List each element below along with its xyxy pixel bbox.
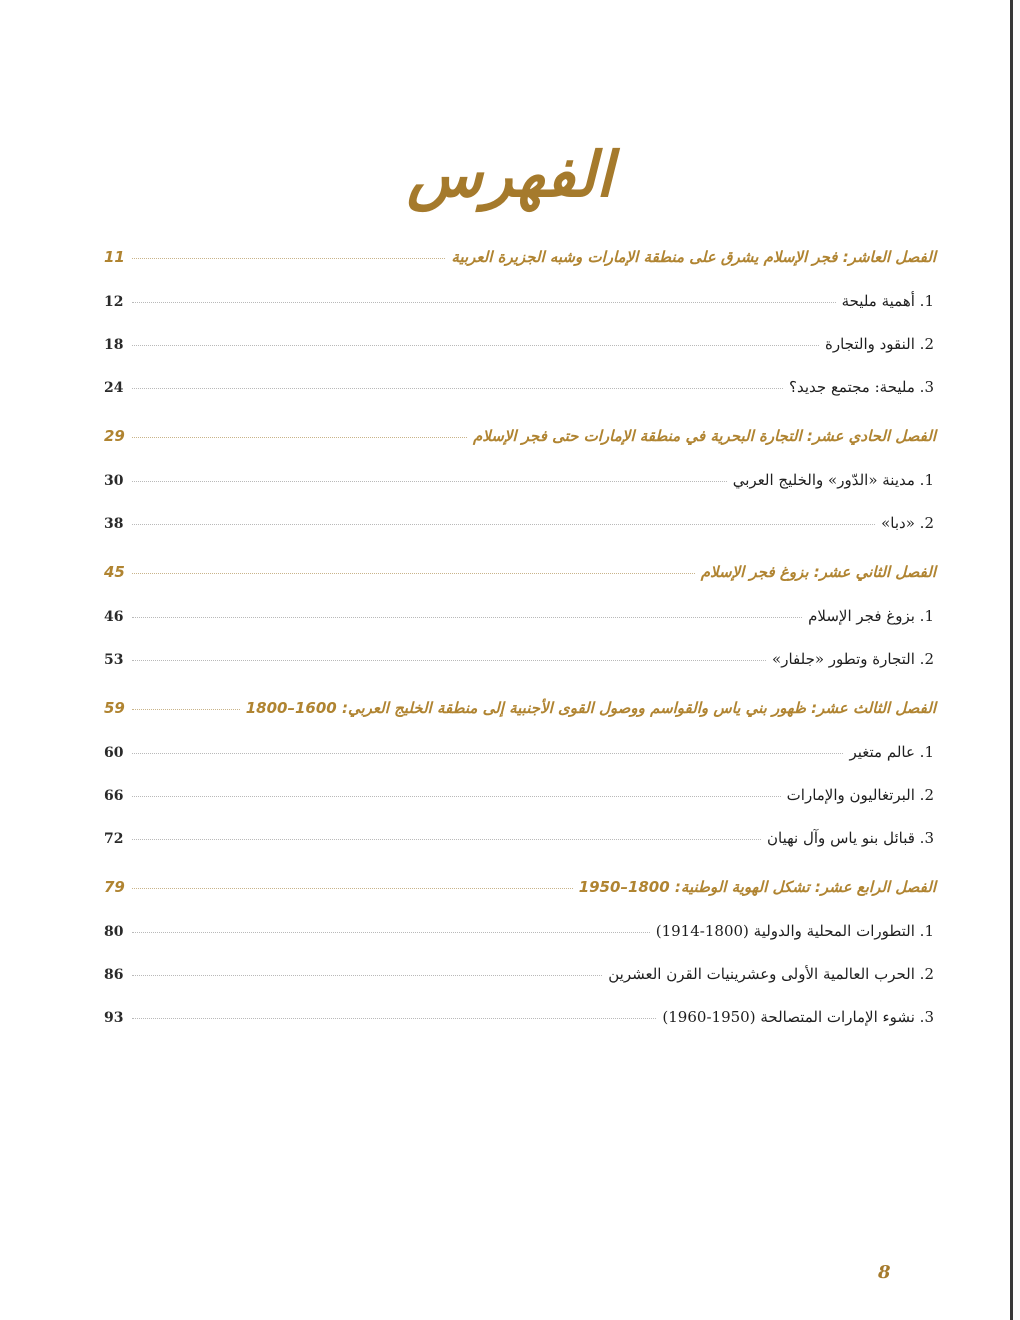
dot-leader [132, 437, 467, 438]
item-label: 2. التجارة وتطور «جلفار» [772, 650, 934, 668]
item-label: 2. البرتغاليون والإمارات [786, 786, 934, 804]
item-page: 24 [104, 380, 124, 396]
dot-leader [132, 481, 727, 482]
toc-item[interactable] [104, 965, 936, 1008]
dot-leader [132, 839, 761, 840]
chapter-heading[interactable] [104, 248, 936, 292]
item-page: 60 [104, 745, 124, 761]
page-number: 8 [878, 1262, 891, 1283]
toc-item[interactable] [104, 292, 936, 335]
dot-leader [132, 975, 602, 976]
chapter-label: الفصل الحادي عشر: التجارة البحرية في منطقة الإمارات حتى فجر الإسلام [473, 427, 936, 445]
chapter-heading[interactable] [104, 427, 936, 471]
dot-leader [132, 617, 802, 618]
dot-leader [132, 258, 445, 259]
dot-leader [132, 524, 875, 525]
dot-leader [132, 888, 573, 889]
chapter-heading[interactable] [104, 878, 936, 922]
toc-item[interactable] [104, 650, 936, 693]
dot-leader [132, 753, 843, 754]
item-label: 3. مليحة: مجتمع جديد؟ [789, 378, 934, 396]
toc-item[interactable] [104, 471, 936, 514]
item-label: 1. مدينة «الدّور» والخليج العربي [732, 471, 934, 489]
chapter-label: الفصل الثاني عشر: بزوغ فجر الإسلام [700, 563, 936, 581]
dot-leader [132, 796, 781, 797]
chapter-label: الفصل الثالث عشر: ظهور بني ياس والقواسم ووصول القوى الأجنبية إلى منطقة الخليج العربي: 1600–1800 [245, 699, 936, 717]
dot-leader [132, 709, 240, 710]
page-title: الفهرس [407, 138, 613, 211]
item-page: 12 [104, 294, 124, 310]
toc-item[interactable] [104, 335, 936, 378]
toc-item[interactable] [104, 1008, 936, 1051]
item-label: 1. بزوغ فجر الإسلام [808, 607, 934, 625]
dot-leader [132, 1018, 656, 1019]
item-label: 1. أهمية مليحة [841, 292, 934, 310]
chapter-heading[interactable] [104, 563, 936, 607]
item-label: 1. التطورات المحلية والدولية (1800-1914) [655, 922, 934, 940]
item-page: 66 [104, 788, 124, 804]
table-of-contents [104, 248, 936, 1051]
dot-leader [132, 302, 836, 303]
chapter-page: 29 [104, 427, 125, 445]
toc-item[interactable] [104, 786, 936, 829]
item-page: 30 [104, 473, 124, 489]
item-page: 46 [104, 609, 124, 625]
dot-leader [132, 660, 766, 661]
dot-leader [132, 932, 650, 933]
chapter-label: الفصل الرابع عشر: تشكل الهوية الوطنية: 1800–1950 [578, 878, 936, 896]
dot-leader [132, 345, 819, 346]
toc-item[interactable] [104, 378, 936, 421]
item-page: 53 [104, 652, 124, 668]
chapter-page: 79 [104, 878, 125, 896]
toc-item[interactable] [104, 743, 936, 786]
item-label: 2. النقود والتجارة [825, 335, 934, 353]
item-label: 2. «دبا» [881, 514, 934, 532]
item-page: 93 [104, 1010, 124, 1026]
toc-item[interactable] [104, 514, 936, 557]
dot-leader [132, 573, 695, 574]
toc-item[interactable] [104, 607, 936, 650]
chapter-label: الفصل العاشر: فجر الإسلام يشرق على منطقة الإمارات وشبه الجزيرة العربية [451, 248, 936, 266]
toc-item[interactable] [104, 922, 936, 965]
item-label: 2. الحرب العالمية الأولى وعشرينيات القرن العشرين [608, 965, 934, 983]
item-page: 86 [104, 967, 124, 983]
chapter-page: 11 [104, 248, 125, 266]
chapter-page: 45 [104, 563, 125, 581]
item-label: 3. نشوء الإمارات المتصالحة (1950-1960) [662, 1008, 934, 1026]
item-page: 38 [104, 516, 124, 532]
item-page: 72 [104, 831, 124, 847]
item-page: 18 [104, 337, 124, 353]
dot-leader [132, 388, 783, 389]
chapter-page: 59 [104, 699, 125, 717]
item-page: 80 [104, 924, 124, 940]
item-label: 3. قبائل بنو ياس وآل نهيان [767, 829, 934, 847]
toc-item[interactable] [104, 829, 936, 872]
item-label: 1. عالم متغير [849, 743, 934, 761]
chapter-heading[interactable] [104, 699, 936, 743]
